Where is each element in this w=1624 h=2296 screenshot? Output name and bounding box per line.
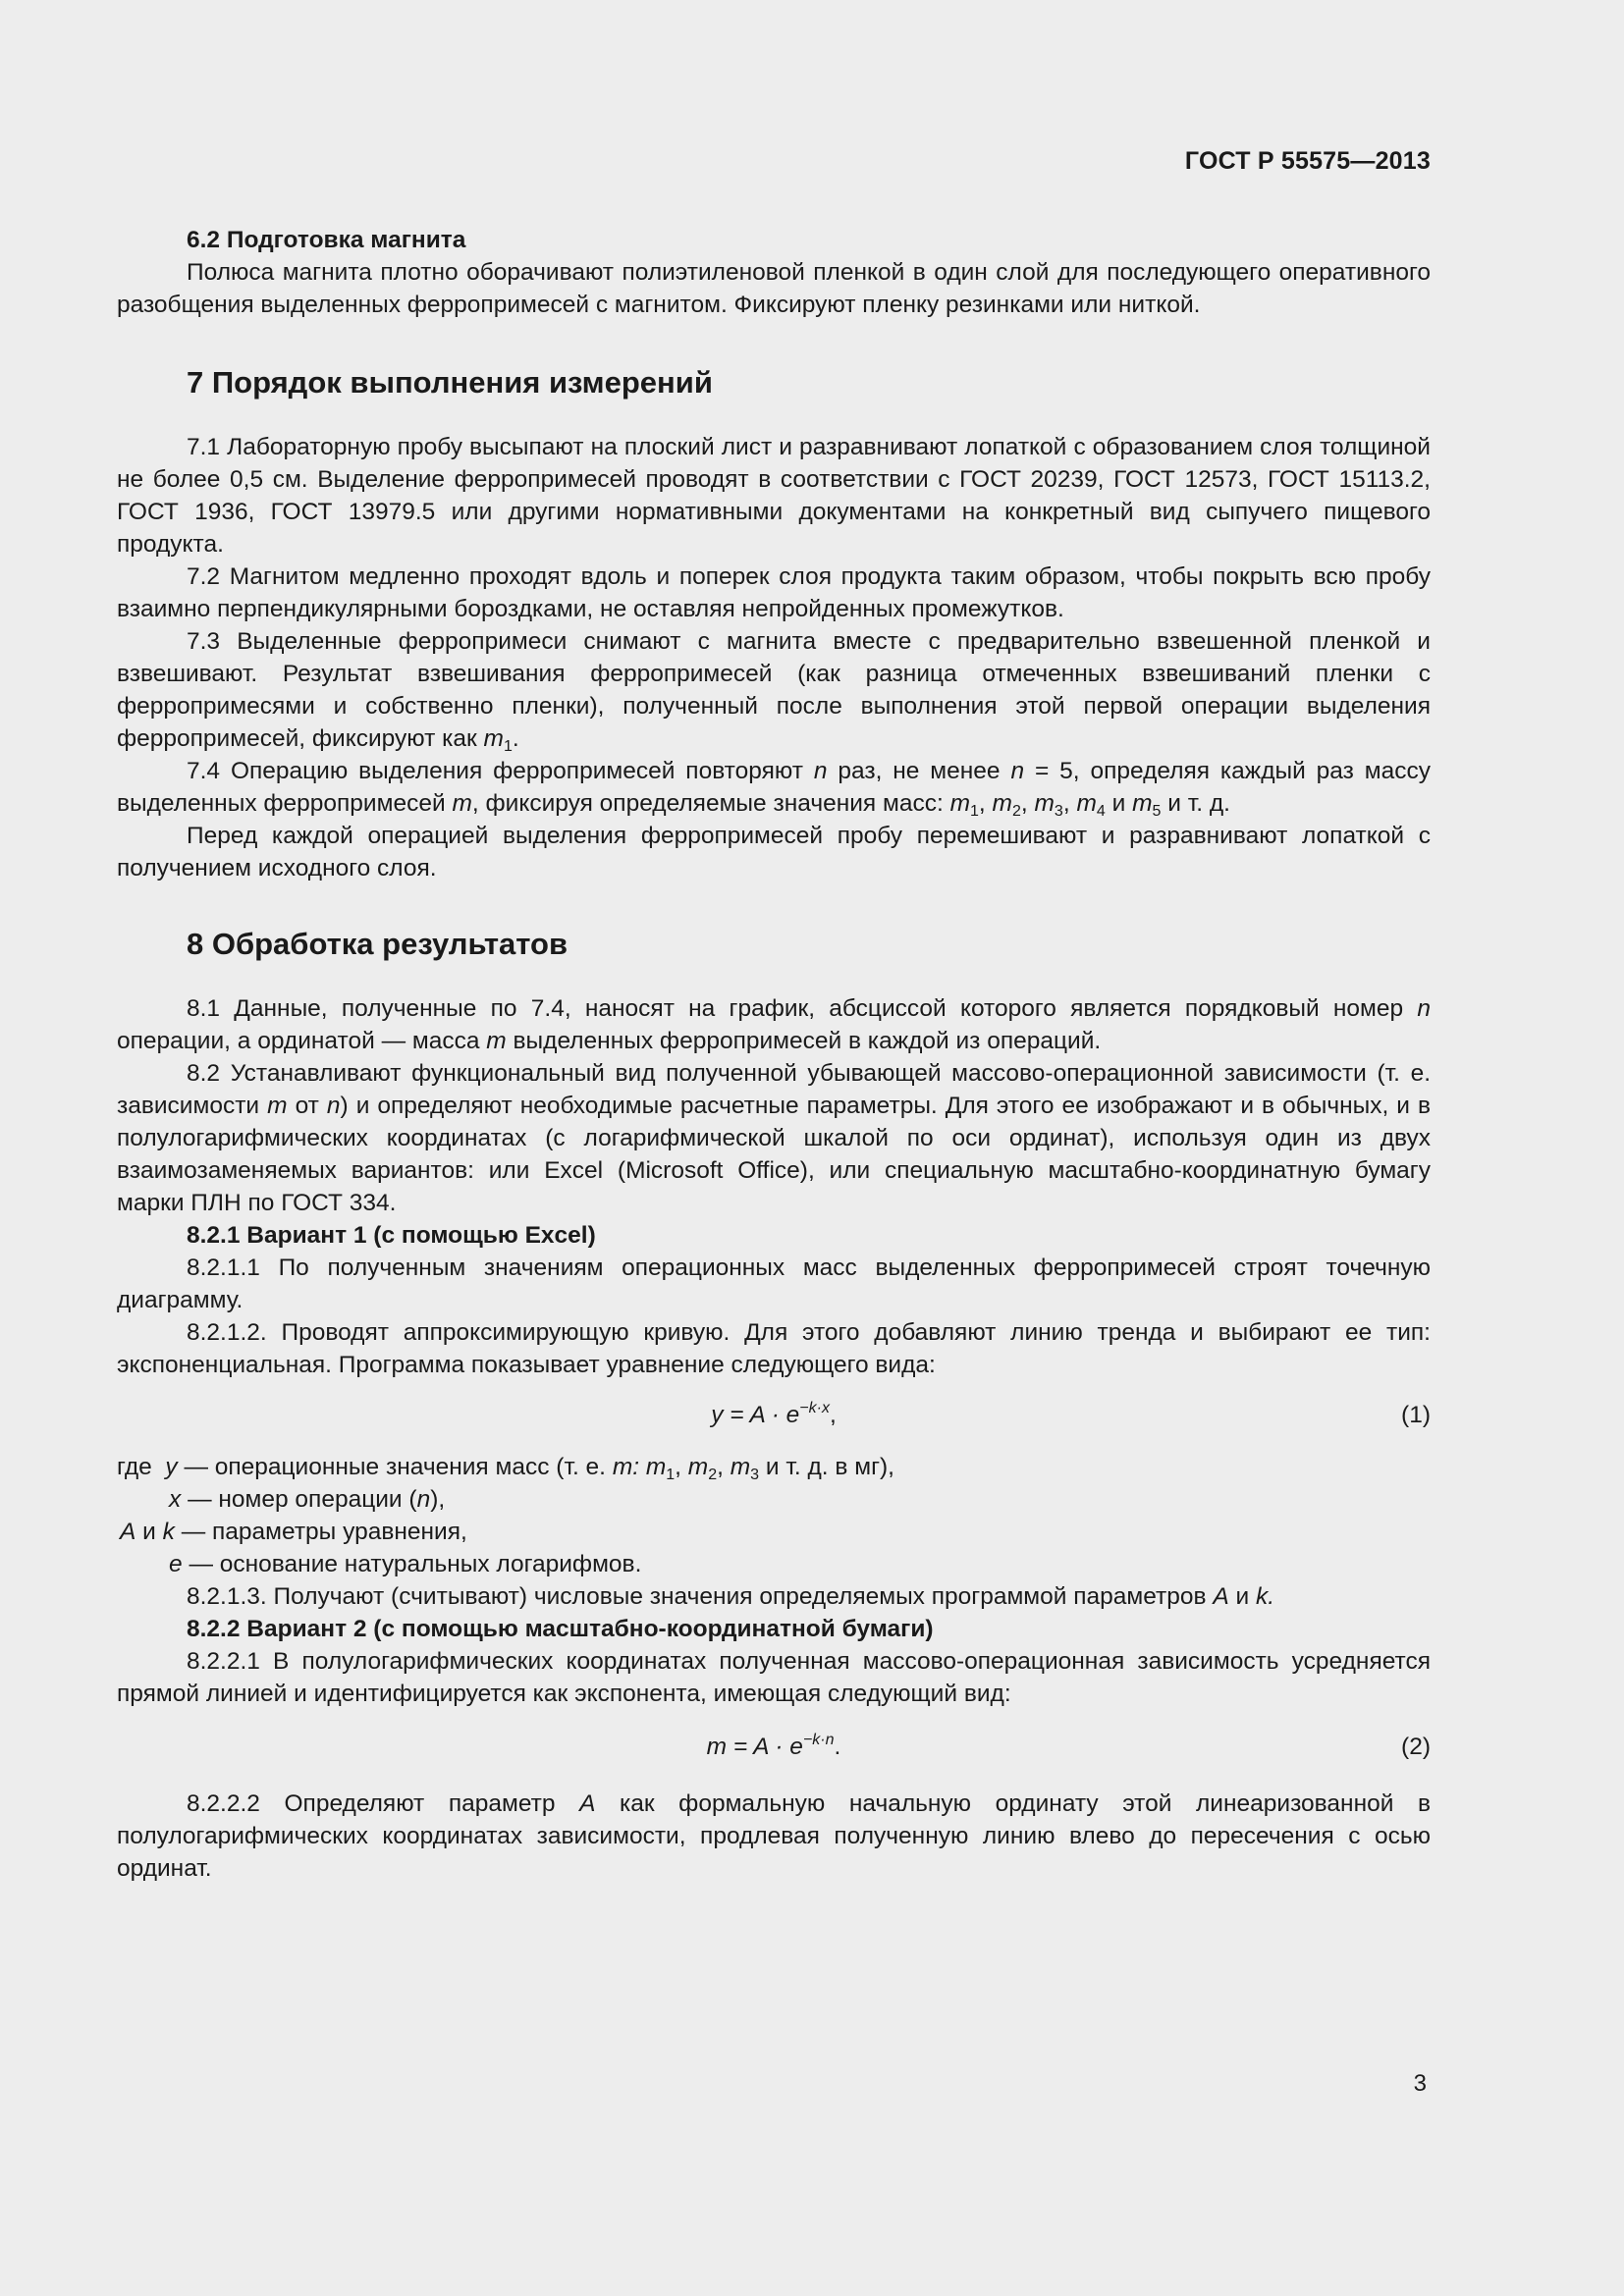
text-run: . bbox=[512, 725, 519, 752]
var-m: m bbox=[1132, 790, 1153, 817]
paragraph-8-2-2-2 bbox=[117, 1788, 1431, 1885]
paragraph-8-2-2-1: 8.2.2.1 В полулогарифмических координатах полученная массово-операционная зависимость усредняется прямой линией и идентифицируется как экспонента, имеющая следующий вид: bbox=[117, 1648, 1431, 1707]
text-run: раз, не менее bbox=[838, 758, 1001, 784]
var-n: n bbox=[326, 1093, 341, 1119]
section-heading-8: 8 Обработка результатов bbox=[187, 927, 568, 961]
text-run: , фиксируя определяемые значения масс: bbox=[471, 790, 944, 817]
subscript: 1 bbox=[666, 1467, 676, 1483]
text-run: выделенных ферропримесей в каждой из операций. bbox=[513, 1028, 1102, 1054]
text-run: ) и определяют необходимые расчетные параметры. Для этого ее изображают и в обычных, и в полулогарифмических координатах (с логарифмической шкалой по оси ординат), используя один из двух взаимозаменяемых вариантов: или Excel (Microsoft Office), или специальную масштабно-координатную бумагу марки ПЛН по ГОСТ 334. bbox=[117, 1093, 1432, 1216]
subscript: 5 bbox=[1152, 803, 1162, 820]
var-m: m bbox=[687, 1454, 709, 1480]
subsection-heading-6-2: 6.2 Подготовка магнита bbox=[187, 227, 466, 253]
text-run: от bbox=[295, 1093, 319, 1119]
text-run: где bbox=[117, 1454, 152, 1480]
text-run: и bbox=[1111, 790, 1126, 817]
paragraph-7-4: 7.4 Операцию выделения ферропримесей повторяют n раз, не менее n = 5, определяя каждый раз массу выделенных ферропримесей m, фиксируя определяемые значения масс: $m_1$, $m_2$, $m_3$, $m_4$ и $m_5$ и т. д. bbox=[117, 758, 1431, 820]
var-n: n bbox=[1010, 758, 1025, 784]
formula-exponent bbox=[803, 1732, 835, 1748]
var-m: m bbox=[730, 1454, 751, 1480]
var-m: m bbox=[483, 725, 504, 752]
var-m: m bbox=[645, 1454, 667, 1480]
subscript: 1 bbox=[970, 803, 979, 820]
text-run: ), bbox=[430, 1486, 446, 1513]
formula-2 bbox=[117, 1731, 1431, 1763]
formula-number: (1) bbox=[1401, 1402, 1431, 1428]
var-m: m bbox=[949, 790, 971, 817]
text-run: 8.2.1.3. Получают (считывают) числовые значения определяемых программой параметров bbox=[187, 1583, 1207, 1610]
formula-variable: y bbox=[711, 1402, 724, 1428]
var-A: A bbox=[1213, 1583, 1229, 1610]
page-content bbox=[117, 224, 1431, 1885]
document-code: ГОСТ Р 55575—2013 bbox=[1184, 147, 1431, 175]
subscript: 2 bbox=[1011, 803, 1021, 820]
subscript: 3 bbox=[1054, 803, 1063, 820]
var-A: A bbox=[120, 1519, 136, 1545]
var-m: m: bbox=[612, 1454, 640, 1480]
var-x: x bbox=[169, 1486, 182, 1513]
text-run: как формальную начальную ординату этой линеаризованной в полулогарифмических координатах зависимости, продлевая полученную линию влево до пересечения с осью ординат. bbox=[117, 1790, 1431, 1882]
text-run: = 5, определяя каждый раз массу выделенных ферропримесей bbox=[117, 758, 1431, 817]
var-m: m bbox=[452, 790, 472, 817]
paragraph-7-2: 7.2 Магнитом медленно проходят вдоль и поперек слоя продукта таким образом, чтобы покрыть всю пробу взаимно перпендикулярными бороздками, не оставляя непройденных промежутков. bbox=[117, 563, 1431, 622]
var-k: k. bbox=[1256, 1583, 1275, 1610]
var-e: e bbox=[169, 1551, 183, 1577]
formula-body: = A · e bbox=[723, 1402, 800, 1428]
legend-item-x bbox=[117, 1483, 1431, 1516]
paragraph-7-1: 7.1 Лабораторную пробу высыпают на плоский лист и разравнивают лопаткой с образованием слоя толщиной не более 0,5 см. Выделение ферропримесей проводят в соответствии с ГОСТ 20239, ГОСТ 12573, ГОСТ 15113.2, ГОСТ 1936, ГОСТ 13979.5 или другими нормативными документами на конкретный вид сыпучего пищевого продукта. bbox=[117, 434, 1431, 558]
paragraph-8-1 bbox=[117, 992, 1431, 1057]
legend-item-y: где y — операционные значения масс (т. е. m: $m_1$, $m_2$, $m_3$ и т. д. в мг), bbox=[117, 1454, 894, 1483]
exponent-text: −k·x bbox=[799, 1400, 830, 1416]
text-run: и bbox=[1235, 1583, 1250, 1610]
var-m: m bbox=[267, 1093, 288, 1119]
formula-punct: . bbox=[834, 1734, 841, 1760]
text-run: и т. д. bbox=[1167, 790, 1230, 817]
legend-item-e bbox=[117, 1548, 1431, 1580]
text-run: 8.2 Устанавливают функциональный вид полученной убывающей массово-операционной зависимости (т. е. зависимости bbox=[117, 1060, 1431, 1119]
exponent-text: −k·n bbox=[802, 1732, 835, 1748]
text-run: и bbox=[142, 1519, 156, 1545]
formula-legend bbox=[117, 1451, 1431, 1580]
formula-1 bbox=[117, 1399, 1431, 1431]
subscript: 4 bbox=[1096, 803, 1106, 820]
section-heading-7: 7 Порядок выполнения измерений bbox=[187, 365, 713, 400]
formula-exponent bbox=[799, 1400, 830, 1416]
paragraph-8-2 bbox=[117, 1057, 1431, 1219]
paragraph-8-2-1-3 bbox=[117, 1580, 1431, 1613]
subscript: 3 bbox=[750, 1467, 760, 1483]
text-run: 8.2.2.2 Определяют параметр bbox=[187, 1790, 556, 1817]
formula-number: (2) bbox=[1401, 1734, 1431, 1760]
subscript: 2 bbox=[708, 1467, 718, 1483]
text-run: — основание натуральных логарифмов. bbox=[189, 1551, 642, 1577]
text-run: и т. д. в мг), bbox=[765, 1454, 894, 1480]
formula-variable: m bbox=[706, 1734, 728, 1760]
text-run: операции, а ординатой — масса bbox=[117, 1028, 480, 1054]
var-n: n bbox=[416, 1486, 431, 1513]
var-m: m bbox=[486, 1028, 507, 1054]
var-m: m bbox=[1034, 790, 1055, 817]
legend-item-a-k bbox=[117, 1516, 1431, 1548]
formula-body: = A · e bbox=[727, 1734, 803, 1760]
var-n: n bbox=[813, 758, 828, 784]
paragraph-8-2-1-1: 8.2.1.1 По полученным значениям операционных масс выделенных ферропримесей строят точечную диаграмму. bbox=[117, 1255, 1431, 1313]
var-n: n bbox=[1417, 995, 1431, 1022]
paragraph-6-2: Полюса магнита плотно оборачивают полиэтиленовой пленкой в один слой для последующего оперативного разобщения выделенных ферропримесей с магнитом. Фиксируют пленку резинками или ниткой. bbox=[117, 259, 1431, 318]
paragraph-8-2-1-2: 8.2.1.2. Проводят аппроксимирующую кривую. Для этого добавляют линию тренда и выбирают ее тип: экспоненциальная. Программа показывает уравнение следующего вида: bbox=[117, 1319, 1431, 1378]
subscript: 1 bbox=[503, 738, 513, 755]
text-run: — операционные значения масс (т. е. bbox=[184, 1454, 606, 1480]
text-run: 7.4 Операцию выделения ферропримесей повторяют bbox=[187, 758, 803, 784]
text-run: — параметры уравнения, bbox=[181, 1519, 467, 1545]
text-run: 8.1 Данные, полученные по 7.4, наносят на график, абсциссой которого является порядковый номер bbox=[187, 995, 1404, 1022]
subsection-heading-8-2-1: 8.2.1 Вариант 1 (с помощью Excel) bbox=[187, 1222, 596, 1249]
var-m: m bbox=[1076, 790, 1097, 817]
text-run: — номер операции ( bbox=[188, 1486, 417, 1513]
var-y: y bbox=[165, 1454, 178, 1480]
subsection-heading-8-2-2: 8.2.2 Вариант 2 (с помощью масштабно-координатной бумаги) bbox=[187, 1616, 934, 1642]
paragraph-7-3 bbox=[117, 625, 1431, 755]
paragraph-7-5: Перед каждой операцией выделения ферропримесей пробу перемешивают и разравнивают лопаткой с получением исходного слоя. bbox=[117, 823, 1431, 881]
formula-punct: , bbox=[829, 1402, 837, 1428]
var-k: k bbox=[162, 1519, 175, 1545]
var-m: m bbox=[992, 790, 1012, 817]
page-number: 3 bbox=[1413, 2070, 1427, 2097]
var-A: A bbox=[579, 1790, 596, 1817]
text-run: 7.3 Выделенные ферропримеси снимают с магнита вместе с предварительно взвешенной пленкой и взвешивают. Результат взвешивания ферропримесей (как разница отмеченных взвешиваний пленки с ферропримесями и собственно пленки), полученный после выполнения этой первой операции выделения ферропримесей, фиксируют как bbox=[117, 628, 1431, 752]
